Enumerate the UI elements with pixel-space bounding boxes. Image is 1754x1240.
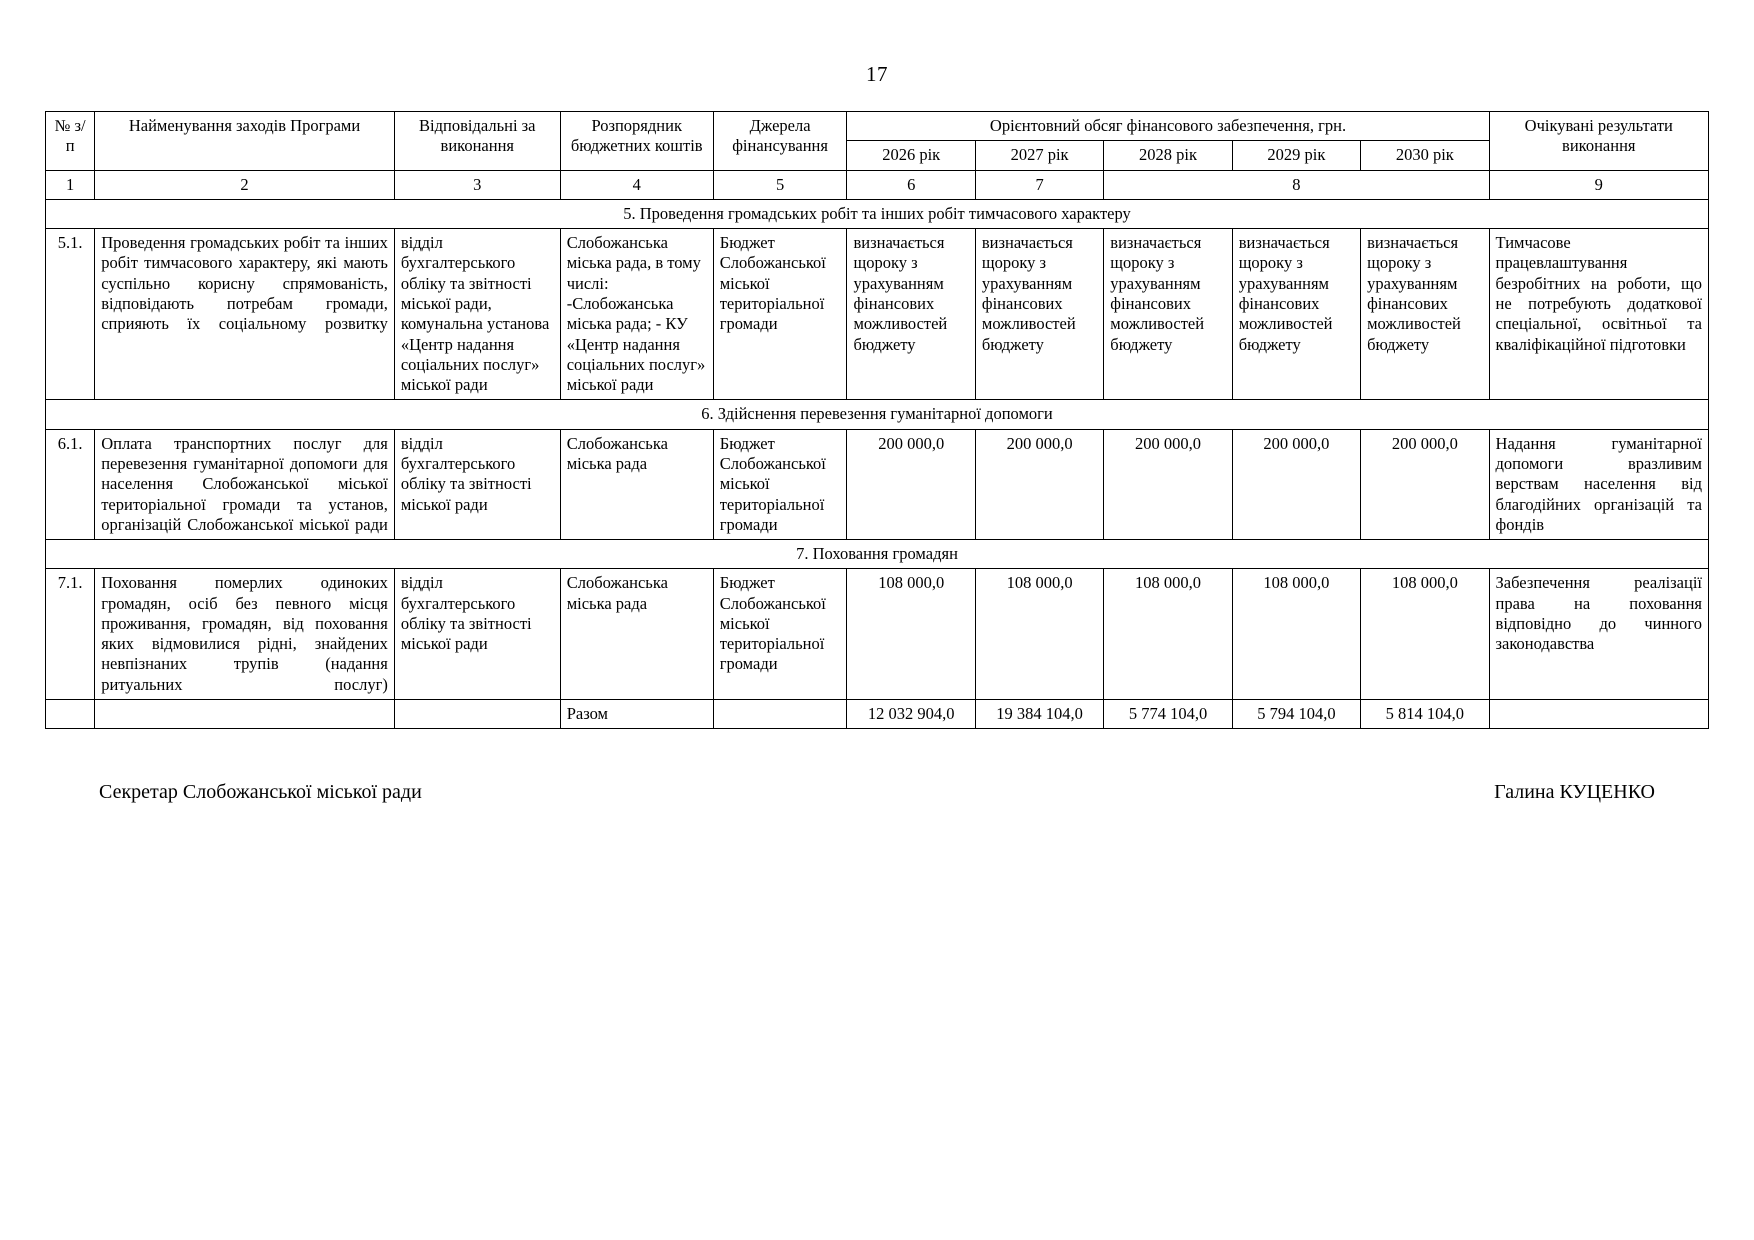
signature-name: Галина КУЦЕНКО <box>1494 781 1655 804</box>
total-empty-measure <box>95 700 395 729</box>
total-empty-result <box>1489 700 1708 729</box>
row-number: 7.1. <box>46 569 95 700</box>
header-financing-group: Орієнтовний обсяг фінансового забезпечення, грн. <box>847 112 1489 141</box>
row-budget-manager: Слобожанська міська рада <box>560 429 713 539</box>
row-responsible: відділ бухгалтерського обліку та звітності міської ради <box>394 569 560 700</box>
row-budget-manager: Слобожанська міська рада, в тому числі: -Слобожанська міська рада; - КУ «Центр надання соціальних послуг» міської ради <box>560 229 713 400</box>
total-2026: 12 032 904,0 <box>847 700 975 729</box>
row-amount-2030: 108 000,0 <box>1361 569 1489 700</box>
total-label: Разом <box>560 700 713 729</box>
header-year-2029: 2029 рік <box>1232 141 1360 170</box>
row-amount-2028: визначається щороку з урахуванням фінансових можливостей бюджету <box>1104 229 1232 400</box>
row-number: 6.1. <box>46 429 95 539</box>
header-budget-manager: Розпорядник бюджетних коштів <box>560 112 713 171</box>
row-measure: Поховання померлих одиноких громадян, осіб без певного місця проживання, громадян, від поховання яких відмовилися рідні, знайдених невпізнаних трупів (надання ритуальних послуг) <box>95 569 395 700</box>
row-number: 5.1. <box>46 229 95 400</box>
header-number: № з/п <box>46 112 95 171</box>
section-title-6: 6. Здійснення перевезення гуманітарної допомоги <box>46 400 1709 429</box>
total-2027: 19 384 104,0 <box>975 700 1103 729</box>
row-amount-2027: 200 000,0 <box>975 429 1103 539</box>
colnum-6: 6 <box>847 170 975 199</box>
row-responsible: відділ бухгалтерського обліку та звітності міської ради, комунальна установа «Центр надання соціальних послуг» міської ради <box>394 229 560 400</box>
header-measure: Найменування заходів Програми <box>95 112 395 171</box>
colnum-8: 8 <box>1104 170 1489 199</box>
row-amount-2028: 200 000,0 <box>1104 429 1232 539</box>
row-amount-2030: визначається щороку з урахуванням фінансових можливостей бюджету <box>1361 229 1489 400</box>
total-2029: 5 794 104,0 <box>1232 700 1360 729</box>
row-responsible: відділ бухгалтерського обліку та звітності міської ради <box>394 429 560 539</box>
row-measure: Проведення громадських робіт та інших робіт тимчасового характеру, які мають суспільно корисну спрямованість, відповідають потребам громади, сприяють їх соціальному розвитку <box>95 229 395 400</box>
row-amount-2026: визначається щороку з урахуванням фінансових можливостей бюджету <box>847 229 975 400</box>
table-row <box>46 569 1709 700</box>
row-budget-manager: Слобожанська міська рада <box>560 569 713 700</box>
section-title-row <box>46 400 1709 429</box>
section-title-row <box>46 199 1709 228</box>
row-amount-2027: 108 000,0 <box>975 569 1103 700</box>
row-funding-source: Бюджет Слобожанської міської територіальної громади <box>713 229 847 400</box>
page-number: 17 <box>866 62 888 86</box>
total-row <box>46 700 1709 729</box>
row-amount-2029: 200 000,0 <box>1232 429 1360 539</box>
section-title-5: 5. Проведення громадських робіт та інших робіт тимчасового характеру <box>46 199 1709 228</box>
header-year-2030: 2030 рік <box>1361 141 1489 170</box>
header-year-2027: 2027 рік <box>975 141 1103 170</box>
total-empty-source <box>713 700 847 729</box>
header-year-2026: 2026 рік <box>847 141 975 170</box>
header-responsible: Відповідальні за виконання <box>394 112 560 171</box>
colnum-3: 3 <box>394 170 560 199</box>
header-year-2028: 2028 рік <box>1104 141 1232 170</box>
header-expected-results: Очікувані результати виконання <box>1489 112 1708 171</box>
colnum-5: 5 <box>713 170 847 199</box>
section-title-7: 7. Поховання громадян <box>46 540 1709 569</box>
row-expected-result: Забезпечення реалізації права на поховання відповідно до чинного законодавства <box>1489 569 1708 700</box>
total-empty-responsible <box>394 700 560 729</box>
total-2030: 5 814 104,0 <box>1361 700 1489 729</box>
header-funding-source: Джерела фінансування <box>713 112 847 171</box>
row-amount-2029: визначається щороку з урахуванням фінансових можливостей бюджету <box>1232 229 1360 400</box>
colnum-7: 7 <box>975 170 1103 199</box>
row-expected-result: Надання гуманітарної допомоги вразливим верствам населення від благодійних організацій та фондів <box>1489 429 1708 539</box>
program-measures-table <box>45 111 1709 729</box>
row-amount-2026: 200 000,0 <box>847 429 975 539</box>
signature-title: Секретар Слобожанської міської ради <box>99 781 422 804</box>
row-amount-2029: 108 000,0 <box>1232 569 1360 700</box>
colnum-4: 4 <box>560 170 713 199</box>
table-row <box>46 229 1709 400</box>
row-amount-2030: 200 000,0 <box>1361 429 1489 539</box>
colnum-2: 2 <box>95 170 395 199</box>
row-funding-source: Бюджет Слобожанської міської територіальної громади <box>713 569 847 700</box>
table-row <box>46 429 1709 539</box>
total-empty-number <box>46 700 95 729</box>
row-amount-2026: 108 000,0 <box>847 569 975 700</box>
row-amount-2028: 108 000,0 <box>1104 569 1232 700</box>
section-title-row <box>46 540 1709 569</box>
row-amount-2027: визначається щороку з урахуванням фінансових можливостей бюджету <box>975 229 1103 400</box>
colnum-9: 9 <box>1489 170 1708 199</box>
row-measure: Оплата транспортних послуг для перевезення гуманітарної допомоги для населення Слобожанської міської територіальної громади та установ, організацій Слобожанської міської ради <box>95 429 395 539</box>
column-numbers-row <box>46 170 1709 199</box>
total-2028: 5 774 104,0 <box>1104 700 1232 729</box>
colnum-1: 1 <box>46 170 95 199</box>
row-expected-result: Тимчасове працевлаштування безробітних на роботи, що не потребують додаткової спеціальної, освітньої та кваліфікаційної підготовки <box>1489 229 1708 400</box>
row-funding-source: Бюджет Слобожанської міської територіальної громади <box>713 429 847 539</box>
signature-block <box>45 781 1709 804</box>
table-header-row <box>46 112 1709 141</box>
